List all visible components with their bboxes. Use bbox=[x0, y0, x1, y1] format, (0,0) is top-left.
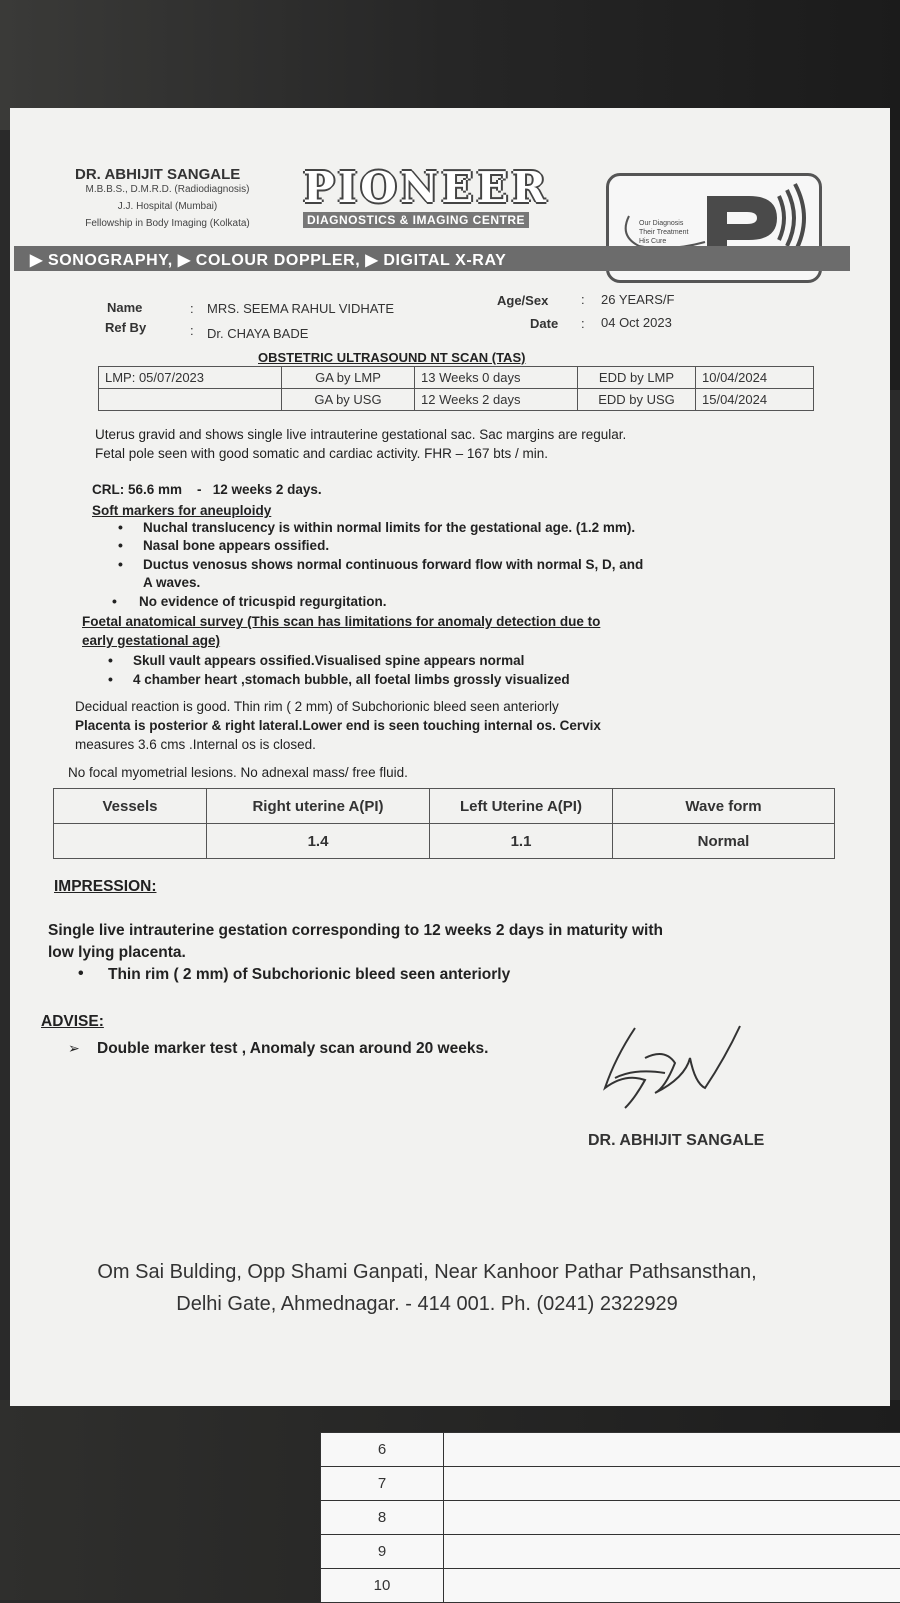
table-cell: 8 bbox=[321, 1501, 444, 1535]
name-label: Name bbox=[107, 300, 142, 315]
table-row bbox=[321, 1501, 900, 1535]
advise-heading: ADVISE: bbox=[41, 1013, 104, 1031]
soft-markers-heading: Soft markers for aneuploidy bbox=[92, 503, 271, 518]
table-cell bbox=[444, 1501, 900, 1535]
advise-item: Double marker test , Anomaly scan around 20 weeks. bbox=[97, 1040, 488, 1058]
doctor-signature bbox=[595, 1018, 745, 1113]
age-sex-value: 26 YEARS/F bbox=[601, 292, 674, 307]
tagline-line: Our Diagnosis bbox=[639, 219, 688, 228]
soft-marker-item: Nasal bone appears ossified. bbox=[143, 538, 329, 553]
patient-name: MRS. SEEMA RAHUL VIDHATE bbox=[207, 301, 394, 316]
table-row bbox=[321, 1467, 900, 1501]
colon: : bbox=[581, 316, 585, 331]
qualification-degree: M.B.B.S., D.M.R.D. (Radiodiagnosis) bbox=[60, 181, 275, 198]
colon: : bbox=[190, 323, 194, 338]
colon: : bbox=[190, 301, 194, 316]
table-cell: 13 Weeks 0 days bbox=[415, 367, 578, 389]
table-cell: EDD by USG bbox=[578, 389, 696, 411]
address-line: Om Sai Bulding, Opp Shami Ganpati, Near Kanhoor Pathar Pathsansthan, bbox=[65, 1256, 789, 1288]
tagline-line: His Cure bbox=[639, 237, 688, 246]
clinic-logo-subtitle: DIAGNOSTICS & IMAGING CENTRE bbox=[303, 212, 529, 228]
impression-line: low lying placenta. bbox=[48, 944, 186, 962]
report-title: OBSTETRIC ULTRASOUND NT SCAN (TAS) bbox=[258, 350, 525, 365]
table-row bbox=[321, 1535, 900, 1569]
anatomical-survey-heading-cont: early gestational age) bbox=[82, 633, 220, 648]
qualification-fellowship: Fellowship in Body Imaging (Kolkata) bbox=[60, 215, 275, 232]
table-cell: LMP: 05/07/2023 bbox=[99, 367, 282, 389]
clinic-logo-text: PIONEER bbox=[303, 163, 549, 212]
soft-marker-item-continued: A waves. bbox=[143, 575, 200, 590]
table-cell bbox=[444, 1569, 900, 1603]
impression-heading: IMPRESSION: bbox=[54, 878, 156, 896]
finding-cervix: measures 3.6 cms .Internal os is closed. bbox=[75, 737, 316, 752]
table-cell: 15/04/2024 bbox=[696, 389, 814, 411]
colon: : bbox=[581, 292, 585, 307]
survey-item: Skull vault appears ossified.Visualised spine appears normal bbox=[133, 653, 524, 668]
table-row bbox=[54, 824, 835, 859]
table-cell: 10 bbox=[321, 1569, 444, 1603]
table-row bbox=[99, 367, 814, 389]
table-cell bbox=[444, 1467, 900, 1501]
bullet-icon: • bbox=[118, 556, 123, 572]
table-row bbox=[54, 789, 835, 824]
table-header-cell: Vessels bbox=[54, 789, 207, 824]
table-cell: Normal bbox=[613, 824, 835, 859]
table-cell: GA by USG bbox=[282, 389, 415, 411]
finding-uterus: Uterus gravid and shows single live intrauterine gestational sac. Sac margins are regular. bbox=[95, 427, 626, 442]
table-row bbox=[321, 1569, 900, 1603]
referring-doctor: Dr. CHAYA BADE bbox=[207, 326, 308, 341]
soft-marker-item: Nuchal translucency is within normal limits for the gestational age. (1.2 mm). bbox=[143, 520, 635, 535]
table-header-cell: Left Uterine A(PI) bbox=[430, 789, 613, 824]
table-cell: 7 bbox=[321, 1467, 444, 1501]
table-cell bbox=[444, 1535, 900, 1569]
bullet-icon: • bbox=[108, 652, 113, 668]
table-cell bbox=[99, 389, 282, 411]
doctor-qualifications bbox=[60, 181, 275, 232]
finding-decidual: Decidual reaction is good. Thin rim ( 2 mm) of Subchorionic bleed seen anteriorly bbox=[75, 699, 559, 714]
qualification-hospital: J.J. Hospital (Mumbai) bbox=[60, 198, 275, 215]
table-row bbox=[321, 1433, 900, 1467]
signatory-name: DR. ABHIJIT SANGALE bbox=[588, 1132, 764, 1150]
table-cell: 1.4 bbox=[207, 824, 430, 859]
table-cell: 10/04/2024 bbox=[696, 367, 814, 389]
table-cell: 6 bbox=[321, 1433, 444, 1467]
table-cell: 12 Weeks 2 days bbox=[415, 389, 578, 411]
date-label: Date bbox=[530, 316, 558, 331]
age-sex-label: Age/Sex bbox=[497, 293, 548, 308]
survey-item: 4 chamber heart ,stomach bubble, all foetal limbs grossly visualized bbox=[133, 672, 570, 687]
table-cell bbox=[54, 824, 207, 859]
impression-bullet: Thin rim ( 2 mm) of Subchorionic bleed seen anteriorly bbox=[108, 966, 510, 984]
finding-crl: CRL: 56.6 mm - 12 weeks 2 days. bbox=[92, 482, 322, 497]
bullet-icon: • bbox=[118, 537, 123, 553]
table-header-cell: Wave form bbox=[613, 789, 835, 824]
report-date: 04 Oct 2023 bbox=[601, 315, 672, 330]
table-cell: GA by LMP bbox=[282, 367, 415, 389]
address-line: Delhi Gate, Ahmednagar. - 414 001. Ph. (0241) 2322929 bbox=[65, 1288, 789, 1320]
table-cell bbox=[444, 1433, 900, 1467]
clinic-address bbox=[65, 1256, 789, 1320]
bullet-icon: • bbox=[118, 519, 123, 535]
finding-fetal-pole: Fetal pole seen with good somatic and cardiac activity. FHR – 167 bts / min. bbox=[95, 446, 548, 461]
impression-line: Single live intrauterine gestation corresponding to 12 weeks 2 days in maturity with bbox=[48, 922, 663, 940]
gestation-dates-table bbox=[98, 366, 814, 411]
doctor-name: DR. ABHIJIT SANGALE bbox=[75, 166, 240, 183]
soft-marker-item: Ductus venosus shows normal continuous forward flow with normal S, D, and bbox=[143, 557, 643, 572]
table-row bbox=[99, 389, 814, 411]
bullet-icon: • bbox=[78, 965, 84, 983]
underlying-sheet-table bbox=[320, 1432, 900, 1603]
table-cell: EDD by LMP bbox=[578, 367, 696, 389]
services-banner-text: ▶ SONOGRAPHY, ▶ COLOUR DOPPLER, ▶ DIGITAL X-RAY bbox=[30, 250, 506, 270]
ref-by-label: Ref By bbox=[105, 320, 146, 335]
bullet-icon: • bbox=[108, 671, 113, 687]
arrow-icon: ➢ bbox=[68, 1040, 80, 1057]
finding-myometrial: No focal myometrial lesions. No adnexal mass/ free fluid. bbox=[68, 765, 408, 780]
anatomical-survey-heading: Foetal anatomical survey (This scan has limitations for anomaly detection due to bbox=[82, 614, 600, 629]
table-cell: 1.1 bbox=[430, 824, 613, 859]
finding-placenta: Placenta is posterior & right lateral.Lower end is seen touching internal os. Cervix bbox=[75, 718, 601, 733]
bullet-icon: • bbox=[112, 593, 117, 609]
tagline-line: Their Treatment bbox=[639, 228, 688, 237]
table-header-cell: Right uterine A(PI) bbox=[207, 789, 430, 824]
doppler-table bbox=[53, 788, 835, 859]
table-cell: 9 bbox=[321, 1535, 444, 1569]
brand-tagline bbox=[639, 219, 688, 246]
soft-marker-item: No evidence of tricuspid regurgitation. bbox=[139, 594, 387, 609]
